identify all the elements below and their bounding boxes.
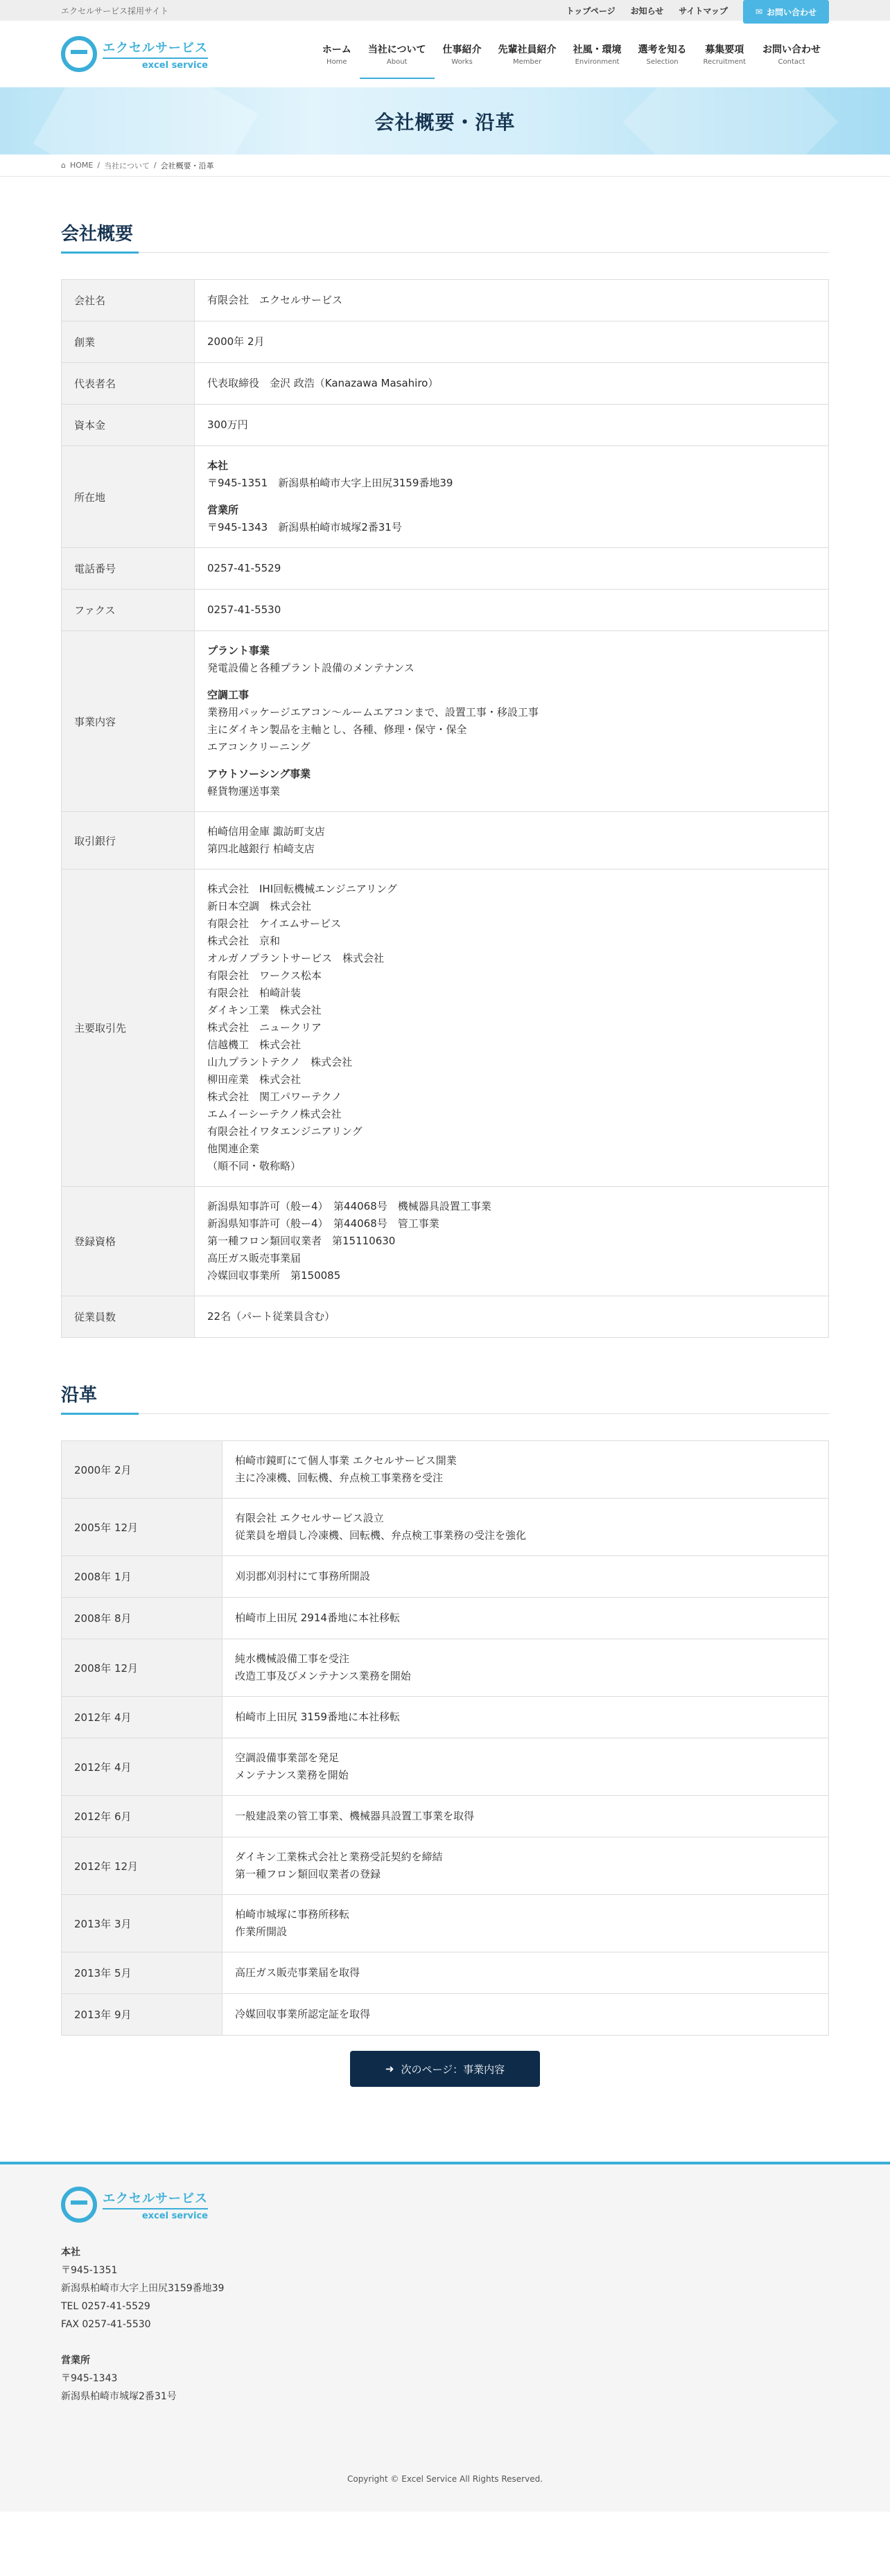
- row-label: 電話番号: [62, 548, 195, 590]
- site-header: [0, 21, 890, 87]
- row-value: 0257-41-5529: [195, 548, 829, 590]
- row-label: 2012年 4月: [62, 1697, 222, 1738]
- row-value: 株式会社 IHI回転機械エンジニアリング 新日本空調 株式会社 有限会社 ケイエムサービス 株式会社 京和 オルガノプラントサービス 株式会社 有限会社 ワークス松本 有限会社 柏崎計装 ダイキン工業 株式会社 株式会社 ニュークリア 信越機工 株式会社 山九プラントテクノ 株式会社 柳田産業 株式会社 株式会社 関工パワーテクノ エムイーシーテクノ株式会社 有限会社イワタエンジニアリング 他関連企業 （順不同・敬称略）: [195, 870, 829, 1187]
- row-label: 2012年 6月: [62, 1796, 222, 1837]
- copyright: Copyright © Excel Service All Rights Reserved.: [347, 2474, 543, 2484]
- row-value: 0257-41-5530: [195, 590, 829, 631]
- table-row: [62, 446, 829, 548]
- logo-mark-icon: [61, 2187, 97, 2223]
- table-row: [62, 1796, 829, 1837]
- row-label: 2000年 2月: [62, 1441, 222, 1499]
- history-title: 沿革: [61, 1381, 829, 1414]
- table-row: [62, 1441, 829, 1499]
- top-link-home[interactable]: トップページ: [566, 6, 616, 16]
- row-label: 資本金: [62, 405, 195, 446]
- table-row: [62, 870, 829, 1187]
- nav-environment[interactable]: 社風・環境 Environment: [573, 44, 622, 66]
- table-row: [62, 631, 829, 812]
- table-row: [62, 1499, 829, 1556]
- row-label: 所在地: [62, 446, 195, 548]
- table-row: [62, 1738, 829, 1796]
- row-label: 2008年 8月: [62, 1598, 222, 1639]
- table-row: [62, 1187, 829, 1296]
- row-label: 2005年 12月: [62, 1499, 222, 1556]
- row-label: 2013年 3月: [62, 1895, 222, 1952]
- row-value: 柏崎市上田尻 3159番地に本社移転: [222, 1697, 829, 1738]
- nav-member[interactable]: 先輩社員紹介 Member: [498, 44, 557, 66]
- table-row: [62, 363, 829, 405]
- breadcrumb-parent[interactable]: 当社について: [104, 161, 150, 170]
- page-title: 会社概要・沿革: [374, 110, 516, 134]
- row-value: 柏崎市城塚に事務所移転 作業所開設: [222, 1895, 829, 1952]
- global-nav: [314, 35, 829, 73]
- row-value: 空調設備事業部を発足 メンテナンス業務を開始: [222, 1738, 829, 1796]
- top-contact-button[interactable]: [743, 0, 829, 24]
- overview-table: [61, 279, 829, 1338]
- top-contact-label: お問い合わせ: [766, 7, 817, 17]
- breadcrumb-home[interactable]: HOME: [69, 161, 94, 170]
- table-row: [62, 1296, 829, 1338]
- table-row: [62, 1994, 829, 2036]
- row-label: 2013年 5月: [62, 1952, 222, 1994]
- nav-selection[interactable]: 選考を知る Selection: [638, 44, 687, 66]
- nav-about[interactable]: 当社について About: [360, 35, 435, 73]
- nav-contact[interactable]: お問い合わせ Contact: [762, 44, 821, 66]
- arrow-right-icon: ➜: [385, 2063, 394, 2075]
- table-row: [62, 405, 829, 446]
- row-label: 創業: [62, 321, 195, 363]
- row-label: 事業内容: [62, 631, 195, 812]
- row-value: 有限会社 エクセルサービス設立 従業員を増員し冷凍機、回転機、弁点検工事業務の受注を強化: [222, 1499, 829, 1556]
- footer-head-office-label: 本社: [61, 2247, 80, 2258]
- row-label: 代表者名: [62, 363, 195, 405]
- row-value: 300万円: [195, 405, 829, 446]
- site-footer: [0, 2162, 890, 2512]
- row-value: ダイキン工業株式会社と業務受託契約を締結 第一種フロン類回収業者の登録: [222, 1837, 829, 1895]
- row-value: 柏崎市鏡町にて個人事業 エクセルサービス開業 主に冷凍機、回転機、弁点検工事業務を受注: [222, 1441, 829, 1499]
- footer-address: 本社 〒945-1351 新潟県柏崎市大字上田尻3159番地39 TEL 0257-41-5529 FAX 0257-41-5530 営業所 〒945-1343 新潟県柏崎市城塚2番31号: [61, 2243, 829, 2406]
- nav-recruitment[interactable]: 募集要項 Recruitment: [703, 44, 746, 66]
- logo-jp: エクセルサービス: [103, 38, 208, 59]
- row-value: 高圧ガス販売事業届を取得: [222, 1952, 829, 1994]
- row-label: 会社名: [62, 280, 195, 321]
- breadcrumb: ⌂ HOME / 当社について / 会社概要・沿革: [0, 155, 890, 177]
- row-value: 柏崎市上田尻 2914番地に本社移転: [222, 1598, 829, 1639]
- row-value: 本社 〒945-1351 新潟県柏崎市大字上田尻3159番地39 営業所 〒945-1343 新潟県柏崎市城塚2番31号: [195, 446, 829, 548]
- home-icon: ⌂: [61, 161, 66, 170]
- table-row: [62, 1598, 829, 1639]
- table-row: [62, 1895, 829, 1952]
- row-value: 純水機械設備工事を受注 改造工事及びメンテナンス業務を開始: [222, 1639, 829, 1697]
- row-label: 登録資格: [62, 1187, 195, 1296]
- row-value: 有限会社 エクセルサービス: [195, 280, 829, 321]
- site-logo[interactable]: [61, 36, 208, 72]
- table-row: [62, 321, 829, 363]
- next-page-label: 次のページ：事業内容: [401, 2063, 505, 2076]
- table-row: [62, 1556, 829, 1598]
- table-row: [62, 590, 829, 631]
- table-row: [62, 1952, 829, 1994]
- top-link-sitemap[interactable]: サイトマップ: [679, 6, 728, 16]
- mail-icon: ✉: [755, 7, 762, 17]
- top-links: [566, 0, 829, 21]
- row-label: 主要取引先: [62, 870, 195, 1187]
- logo-en: excel service: [141, 60, 208, 71]
- row-label: 2012年 12月: [62, 1837, 222, 1895]
- row-label: 2008年 12月: [62, 1639, 222, 1697]
- main-content: [0, 220, 890, 2087]
- table-row: [62, 1697, 829, 1738]
- row-label: 2013年 9月: [62, 1994, 222, 2036]
- row-value: プラント事業 発電設備と各種プラント設備のメンテナンス 空調工事 業務用パッケージエアコン〜ルームエアコンまで、設置工事・移設工事 主にダイキン製品を主軸とし、各種、修理・保守・保全 エアコンクリーニング アウトソーシング事業 軽貨物運送事業: [195, 631, 829, 812]
- row-value: 代表取締役 金沢 政浩（Kanazawa Masahiro）: [195, 363, 829, 405]
- site-label: エクセルサービス採用サイト: [61, 6, 169, 16]
- table-row: [62, 280, 829, 321]
- footer-branch-label: 営業所: [61, 2355, 90, 2366]
- table-row: [62, 1639, 829, 1697]
- logo-mark-icon: [61, 36, 97, 72]
- footer-logo[interactable]: エクセルサービス excel service: [61, 2187, 829, 2223]
- nav-works[interactable]: 仕事紹介 Works: [442, 44, 482, 66]
- top-bar: [0, 0, 890, 21]
- row-value: 柏崎信用金庫 諏訪町支店 第四北越銀行 柏崎支店: [195, 812, 829, 870]
- row-label: 従業員数: [62, 1296, 195, 1338]
- history-table: [61, 1440, 829, 2036]
- table-row: [62, 812, 829, 870]
- row-value: 一般建設業の管工事業、機械器具設置工事業を取得: [222, 1796, 829, 1837]
- row-value: 22名（パート従業員含む）: [195, 1296, 829, 1338]
- row-value: 冷媒回収事業所認定証を取得: [222, 1994, 829, 2036]
- row-value: 新潟県知事許可（般ー4） 第44068号 機械器具設置工事業 新潟県知事許可（般ー4） 第44068号 管工事業 第一種フロン類回収業者 第15110630 高圧ガス販売事業届 冷媒回収事業所 第150085: [195, 1187, 829, 1296]
- row-value: 2000年 2月: [195, 321, 829, 363]
- table-row: [62, 1837, 829, 1895]
- overview-title: 会社概要: [61, 220, 829, 253]
- row-label: 2012年 4月: [62, 1738, 222, 1796]
- next-page-button[interactable]: [350, 2051, 540, 2087]
- row-label: 取引銀行: [62, 812, 195, 870]
- breadcrumb-current: 会社概要・沿革: [160, 161, 214, 170]
- top-link-news[interactable]: お知らせ: [630, 6, 664, 16]
- page-hero: [0, 87, 890, 155]
- nav-home[interactable]: ホーム Home: [322, 44, 351, 66]
- row-label: ファクス: [62, 590, 195, 631]
- row-label: 2008年 1月: [62, 1556, 222, 1598]
- row-value: 刈羽郡刈羽村にて事務所開設: [222, 1556, 829, 1598]
- table-row: [62, 548, 829, 590]
